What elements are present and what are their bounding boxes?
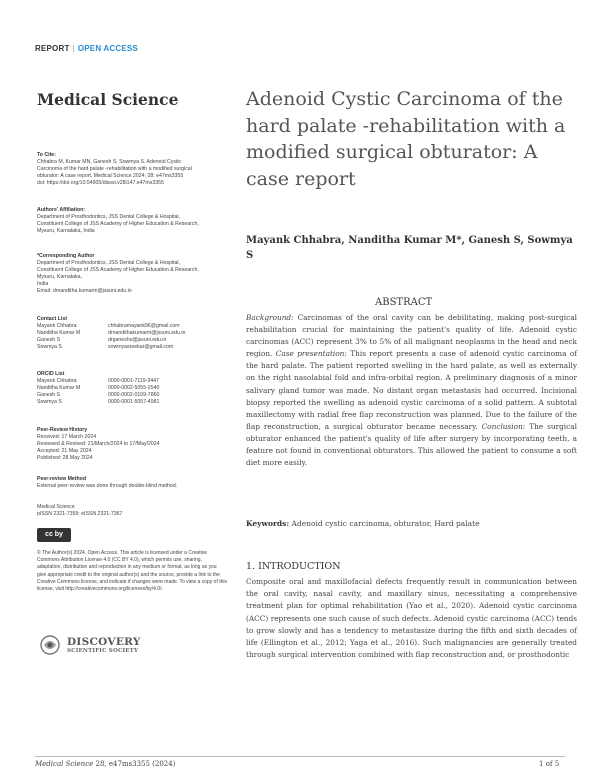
corresponding-line: Constituent College of JSS Academy of Higher Education & Research, [37,266,199,273]
background-label: Background: [246,313,294,322]
corresponding-line: India [37,280,49,287]
orcid-id[interactable]: 0000-0001-5057-4981 [108,398,160,405]
contact-row [37,337,227,344]
cite-heading: To Cite: [37,152,56,158]
issn-line: pISSN 2321-7359; eISSN 2321-7367 [37,510,123,517]
contact-list [37,316,227,351]
affiliation-block [37,207,227,235]
keywords-label: Keywords: [246,519,290,528]
peer-review-method [37,476,227,490]
history-line: Published: 28 May 2024 [37,454,93,461]
background-text: Carcinomas of the oral cavity can be debilitating, making post-surgical rehabilitation crucial for maintaining the patient's quality of life. Adenoid cystic carcinomas (ACC) represent 3% to 5% of all malignant neoplasms in the head and neck region. [246,313,577,359]
discovery-logo-icon [38,634,62,656]
introduction-body: Composite oral and maxillofacial defects frequently result in communication between the oral cavity, nasal cavity, and maxillary sinus, necessitating a comprehensive treatment plan for optimal rehabilitation (Yao et al., 2020). Adenoid cystic carcinoma (ACC) represents one such cause of such defects. Adenoid cystic carcinoma (ACC) tends to grow slowly and has a tendency to metastasize during the fifth and sixth decades of life (Ellington et al., 2012; Yaga et al., 2016). Such malignancies are generally treated through surgical intervention combined with flap reconstruction and, or prosthodontic [246,577,577,660]
logo-line1: DISCOVERY [67,636,141,648]
contact-email[interactable]: sowmyasreekar@gmail.com [108,343,174,350]
orcid-heading: ORCID List [37,371,65,377]
publisher-info [37,504,227,518]
footer-citation-text: 28, e47ms3355 (2024) [93,760,176,768]
contact-name: Mayank Chhabra [37,322,77,329]
abstract-heading: ABSTRACT [375,297,433,308]
orcid-name: Ganesh S [37,391,61,398]
contact-row [37,330,227,337]
footer-citation [35,760,175,768]
cite-block [37,152,227,187]
footer-rule [35,756,565,757]
peer-review-history [37,427,227,462]
history-line: Accepted: 21 May 2024 [37,447,92,454]
history-heading: Peer-Review History [37,427,88,433]
journal-name: Medical Science [37,90,179,109]
orcid-row [37,378,227,385]
keywords-text: Adenoid cystic carcinoma, obturator, Hard palate [289,519,480,528]
cite-line: Carcinoma of the hard palate -rehabilitation with a modified surgical [37,165,192,172]
affiliation-heading: Authors' Affiliation: [37,207,86,213]
cite-line: Chhabra M, Kumar MN, Ganesh S, Sowmya S. Adenoid Cystic [37,158,182,165]
affiliation-line: Mysuru, Karnataka, India [37,227,95,234]
case-text: This report presents a case of adenoid cystic carcinoma of the hard palate. The patient reported swelling in the hard palate, as well as externally on the right nasolabial fold and infra-orbital region. A preliminary diagnosis of a minor salivary gland tumor was made. No distant organ metastasis had occurred. Incisional biopsy reported the swelling as adenoid cystic carcinoma of a solid pattern. A subtotal maxillectomy with radial free flap reconstruction was planned. Due to the failure of the flap reconstruction, a surgical obturator became necessary. [246,349,577,431]
orcid-name: Mayank Chhabra [37,377,77,384]
open-access-label[interactable]: OPEN ACCESS [77,44,138,53]
method-text: External peer-review was done through double-blind method. [37,482,178,489]
introduction-heading: 1. INTRODUCTION [246,561,341,572]
header-separator: | [72,44,75,53]
method-heading: Peer-review Method [37,476,87,482]
orcid-id[interactable]: 0000-0001-7119-3447 [108,377,159,384]
article-title: Adenoid Cystic Carcinoma of the hard palate -rehabilitation with a modified surgical obturator: A case report [246,88,566,190]
contact-row [37,323,227,330]
case-label: Case presentation: [275,349,347,359]
corresponding-block [37,253,227,294]
conclusion-text: The surgical obturator enhanced the patient's quality of life after surgery by incorporating teeth, a feature not found in conventional obturators. This allowed the patient to consume a soft diet more easily. [246,421,577,468]
orcid-id[interactable]: 0000-0002-5055-2540 [108,384,160,391]
license-text: © The Author(s) 2024. Open Access. This article is licensed under a Creative Commons Attribution License 4.0 (CC BY 4.0), which permits use, sharing, adaptation, distribution and reproduction in any medium or format, as long as you give appropriate credit to the original author(s) and the source, provide a link to the Creative Commons license, and indicate if changes were made. To view a copy of this license, visit http://creativecommons.org/licenses/by/4.0/. [37,550,228,593]
conclusion-label: Conclusion: [481,421,526,431]
report-header [35,44,138,53]
contact-email[interactable]: drganeshs@jssuni.edu.in [108,336,167,343]
contact-name: Nanditha Kumar M [37,329,81,336]
contact-name: Ganesh S [37,336,61,343]
orcid-row [37,385,227,392]
contact-email[interactable]: chhabramayank96@gmail.com [108,322,180,329]
corresponding-line: Mysuru, Karnataka, [37,273,82,280]
publisher-line: Medical Science [37,504,75,510]
cite-line: obturator: A case report. Medical Science 2024; 28: e47ms3355 [37,172,184,179]
corresponding-email[interactable]: Email: drnanditha kumarm@jssuni.edu.in [37,287,132,294]
affiliation-line: Constituent College of JSS Academy of Higher Education & Research, [37,220,199,227]
orcid-list [37,371,227,406]
doi-link[interactable]: doi: https://doi.org/10.54905/disssi.v28i147.e47ms3355 [37,179,164,186]
orcid-name: Nanditha Kumar M [37,384,81,391]
contact-row [37,344,227,351]
page-number: 1 of 5 [539,760,560,768]
article-authors: Mayank Chhabra, Nanditha Kumar M*, Ganesh S, Sowmya S [246,235,573,261]
history-line: Received: 17 March 2024 [37,433,97,440]
corresponding-line: Department of Prosthodontics, JSS Dental College & Hospital, [37,259,181,266]
abstract-body [246,312,577,469]
orcid-id[interactable]: 0000-0002-0109-7860 [108,391,160,398]
contact-email[interactable]: drnandithakumarm@jssuni.edu.in [108,329,186,336]
orcid-row [37,399,227,406]
logo-line2: SCIENTIFIC SOCIETY [67,648,139,654]
corresponding-heading: *Corresponding Author [37,253,95,259]
history-line: Reviewed & Revised: 21/March/2024 to 17/May/2024 [37,440,160,447]
cc-by-badge[interactable]: cc by [37,528,71,542]
orcid-name: Sowmya S [37,398,62,405]
orcid-row [37,392,227,399]
keywords [246,519,480,528]
contact-name: Sowmya S [37,343,62,350]
discovery-logo [67,636,141,654]
affiliation-line: Department of Prosthodontics, JSS Dental College & Hospital, [37,213,181,220]
footer-journal: Medical Science [35,760,94,768]
contact-heading: Contact List [37,316,67,322]
report-label: REPORT [35,44,70,53]
